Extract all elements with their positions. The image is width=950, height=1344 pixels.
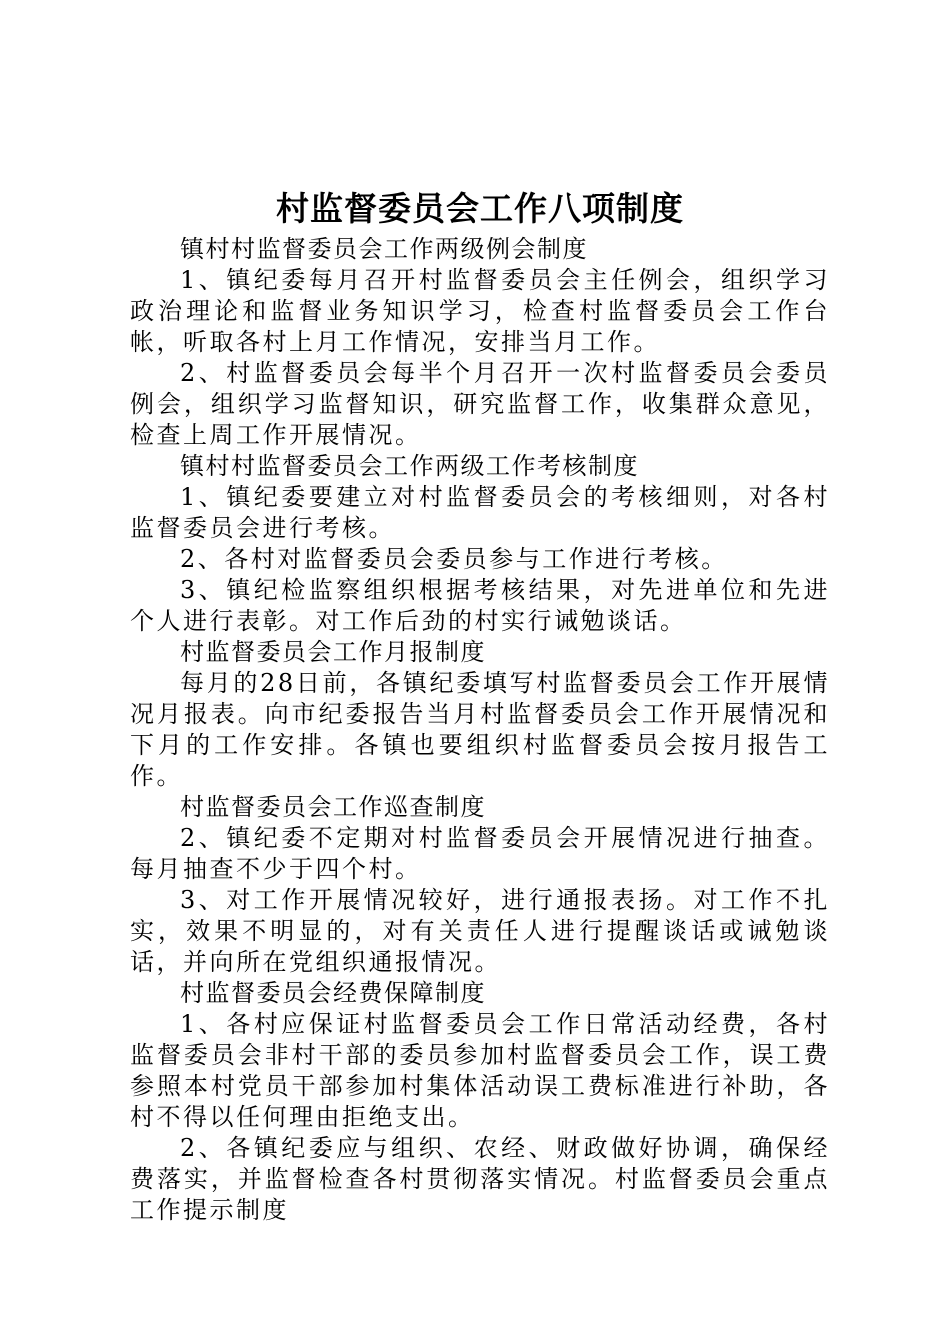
paragraph: 1、各村应保证村监督委员会工作日常活动经费，各村监督委员会非村干部的委员参加村监督委员会工作，误工费参照本村党员干部参加村集体活动误工费标准进行补助，各村不得以任何理由拒绝支出。: [130, 1010, 830, 1131]
document-title: 村监督委员会工作八项制度: [276, 189, 684, 228]
paragraph: 每月的28日前，各镇纪委填写村监督委员会工作开展情况月报表。向市纪委报告当月村监督委员会工作开展情况和下月的工作安排。各镇也要组织村监督委员会按月报告工作。: [130, 669, 830, 790]
section-heading-inspection: 村监督委员会工作巡查制度: [180, 793, 486, 821]
section-heading-funding: 村监督委员会经费保障制度: [180, 979, 486, 1007]
paragraph: 2、村监督委员会每半个月召开一次村监督委员会委员例会，组织学习监督知识，研究监督工作，收集群众意见，检查上周工作开展情况。: [130, 359, 830, 449]
section-heading-assessment: 镇村村监督委员会工作两级工作考核制度: [180, 452, 639, 480]
section-heading-monthly-report: 村监督委员会工作月报制度: [180, 638, 486, 666]
paragraph: 2、各镇纪委应与组织、农经、财政做好协调，确保经费落实，并监督检查各村贯彻落实情况。村监督委员会重点工作提示制度: [130, 1134, 830, 1224]
paragraph: 1、镇纪委要建立对村监督委员会的考核细则，对各村监督委员会进行考核。: [130, 483, 830, 542]
paragraph: 2、各村对监督委员会委员参与工作进行考核。: [180, 545, 728, 573]
document-page: [130, 184, 830, 1226]
paragraph: 1、镇纪委每月召开村监督委员会主任例会，组织学习政治理论和监督业务知识学习，检查村监督委员会工作台帐，听取各村上月工作情况，安排当月工作。: [130, 266, 830, 356]
paragraph: 3、镇纪检监察组织根据考核结果，对先进单位和先进个人进行表彰。对工作后劲的村实行诫勉谈话。: [130, 576, 830, 635]
paragraph: 2、镇纪委不定期对村监督委员会开展情况进行抽查。每月抽查不少于四个村。: [130, 824, 830, 883]
section-heading-regular-meetings: 镇村村监督委员会工作两级例会制度: [180, 235, 588, 263]
paragraph: 3、对工作开展情况较好，进行通报表扬。对工作不扎实，效果不明显的，对有关责任人进行提醒谈话或诫勉谈话，并向所在党组织通报情况。: [130, 886, 830, 976]
